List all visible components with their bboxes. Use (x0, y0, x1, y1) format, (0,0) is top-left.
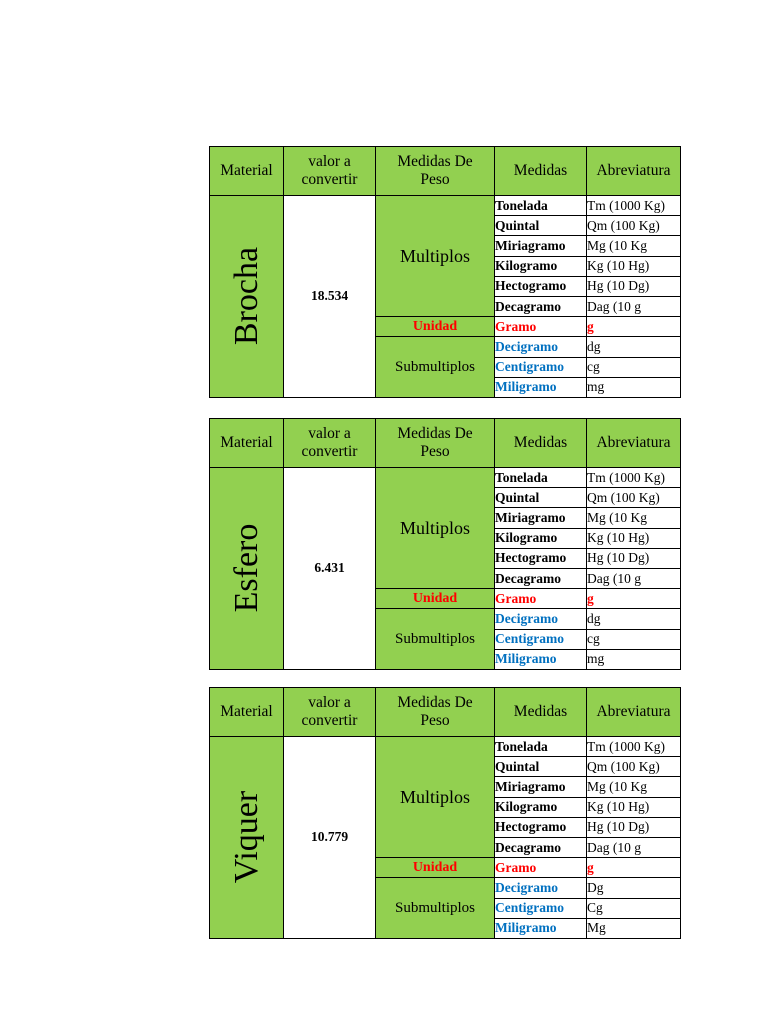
abrev-cell: Qm (100 Kg) (587, 216, 681, 236)
medida-cell: Miligramo (495, 649, 587, 669)
abrev-cell: Kg (10 Hg) (587, 797, 681, 817)
medida-cell: Miligramo (495, 377, 587, 397)
medida-cell: Hectogramo (495, 817, 587, 837)
abrev-cell: Mg (10 Kg (587, 236, 681, 256)
header-row (210, 147, 681, 196)
abrev-cell: dg (587, 337, 681, 357)
table-row (210, 468, 681, 488)
group-submultiplos: Submultiplos (376, 878, 495, 939)
medida-cell: Tonelada (495, 737, 587, 757)
header-medidas: Medidas (495, 147, 587, 196)
header-medidas-peso: Medidas De Peso (376, 419, 495, 468)
medida-cell: Tonelada (495, 196, 587, 216)
abrev-cell: g (587, 858, 681, 878)
material-name: Viquer (227, 791, 265, 884)
abrev-cell: Dg (587, 878, 681, 898)
medida-cell: Quintal (495, 216, 587, 236)
abrev-cell: Qm (100 Kg) (587, 488, 681, 508)
conversion-table-viquer (209, 687, 681, 939)
valor-cell: 6.431 (284, 468, 376, 670)
header-abreviatura: Abreviatura (587, 688, 681, 737)
abrev-cell: cg (587, 629, 681, 649)
group-unidad: Unidad (376, 589, 495, 609)
medida-cell: Kilogramo (495, 256, 587, 276)
abrev-cell: Mg (10 Kg (587, 508, 681, 528)
abrev-cell: Mg (10 Kg (587, 777, 681, 797)
abrev-cell: g (587, 589, 681, 609)
abrev-cell: cg (587, 357, 681, 377)
group-submultiplos: Submultiplos (376, 609, 495, 670)
medida-cell: Gramo (495, 317, 587, 337)
material-name: Brocha (227, 247, 265, 346)
header-material: Material (210, 147, 284, 196)
medida-cell: Decigramo (495, 609, 587, 629)
medida-cell: Decagramo (495, 296, 587, 316)
abrev-cell: dg (587, 609, 681, 629)
medida-cell: Hectogramo (495, 548, 587, 568)
abrev-cell: Dag (10 g (587, 837, 681, 857)
header-row (210, 419, 681, 468)
header-row (210, 688, 681, 737)
medida-cell: Miriagramo (495, 508, 587, 528)
conversion-table-esfero (209, 418, 681, 670)
group-multiplos: Multiplos (376, 468, 495, 589)
group-multiplos: Multiplos (376, 196, 495, 317)
abrev-cell: g (587, 317, 681, 337)
medida-cell: Kilogramo (495, 528, 587, 548)
abrev-cell: Dag (10 g (587, 568, 681, 588)
group-unidad: Unidad (376, 317, 495, 337)
abrev-cell: Hg (10 Dg) (587, 276, 681, 296)
abrev-cell: Mg (587, 918, 681, 938)
header-abreviatura: Abreviatura (587, 147, 681, 196)
header-material: Material (210, 688, 284, 737)
medida-cell: Centigramo (495, 357, 587, 377)
medida-cell: Gramo (495, 858, 587, 878)
group-unidad: Unidad (376, 858, 495, 878)
medida-cell: Quintal (495, 488, 587, 508)
material-cell (210, 196, 284, 398)
group-multiplos: Multiplos (376, 737, 495, 858)
medida-cell: Decagramo (495, 837, 587, 857)
header-valor: valor a convertir (284, 147, 376, 196)
medida-cell: Miriagramo (495, 777, 587, 797)
abrev-cell: Kg (10 Hg) (587, 256, 681, 276)
header-abreviatura: Abreviatura (587, 419, 681, 468)
header-medidas: Medidas (495, 419, 587, 468)
header-valor: valor a convertir (284, 419, 376, 468)
valor-cell: 18.534 (284, 196, 376, 398)
abrev-cell: Kg (10 Hg) (587, 528, 681, 548)
medida-cell: Decigramo (495, 337, 587, 357)
header-medidas-peso: Medidas De Peso (376, 147, 495, 196)
header-medidas-peso: Medidas De Peso (376, 688, 495, 737)
material-cell (210, 737, 284, 939)
valor-cell: 10.779 (284, 737, 376, 939)
conversion-table-brocha (209, 146, 681, 398)
abrev-cell: Tm (1000 Kg) (587, 737, 681, 757)
abrev-cell: mg (587, 649, 681, 669)
table-row (210, 737, 681, 757)
table-row (210, 196, 681, 216)
header-valor: valor a convertir (284, 688, 376, 737)
medida-cell: Quintal (495, 757, 587, 777)
medida-cell: Hectogramo (495, 276, 587, 296)
abrev-cell: Hg (10 Dg) (587, 817, 681, 837)
medida-cell: Decigramo (495, 878, 587, 898)
abrev-cell: Qm (100 Kg) (587, 757, 681, 777)
medida-cell: Centigramo (495, 898, 587, 918)
abrev-cell: mg (587, 377, 681, 397)
group-submultiplos: Submultiplos (376, 337, 495, 398)
abrev-cell: Tm (1000 Kg) (587, 196, 681, 216)
medida-cell: Miriagramo (495, 236, 587, 256)
medida-cell: Decagramo (495, 568, 587, 588)
header-material: Material (210, 419, 284, 468)
medida-cell: Tonelada (495, 468, 587, 488)
medida-cell: Miligramo (495, 918, 587, 938)
abrev-cell: Cg (587, 898, 681, 918)
material-cell (210, 468, 284, 670)
medida-cell: Kilogramo (495, 797, 587, 817)
abrev-cell: Dag (10 g (587, 296, 681, 316)
abrev-cell: Tm (1000 Kg) (587, 468, 681, 488)
material-name: Esfero (227, 524, 265, 613)
abrev-cell: Hg (10 Dg) (587, 548, 681, 568)
header-medidas: Medidas (495, 688, 587, 737)
medida-cell: Gramo (495, 589, 587, 609)
medida-cell: Centigramo (495, 629, 587, 649)
